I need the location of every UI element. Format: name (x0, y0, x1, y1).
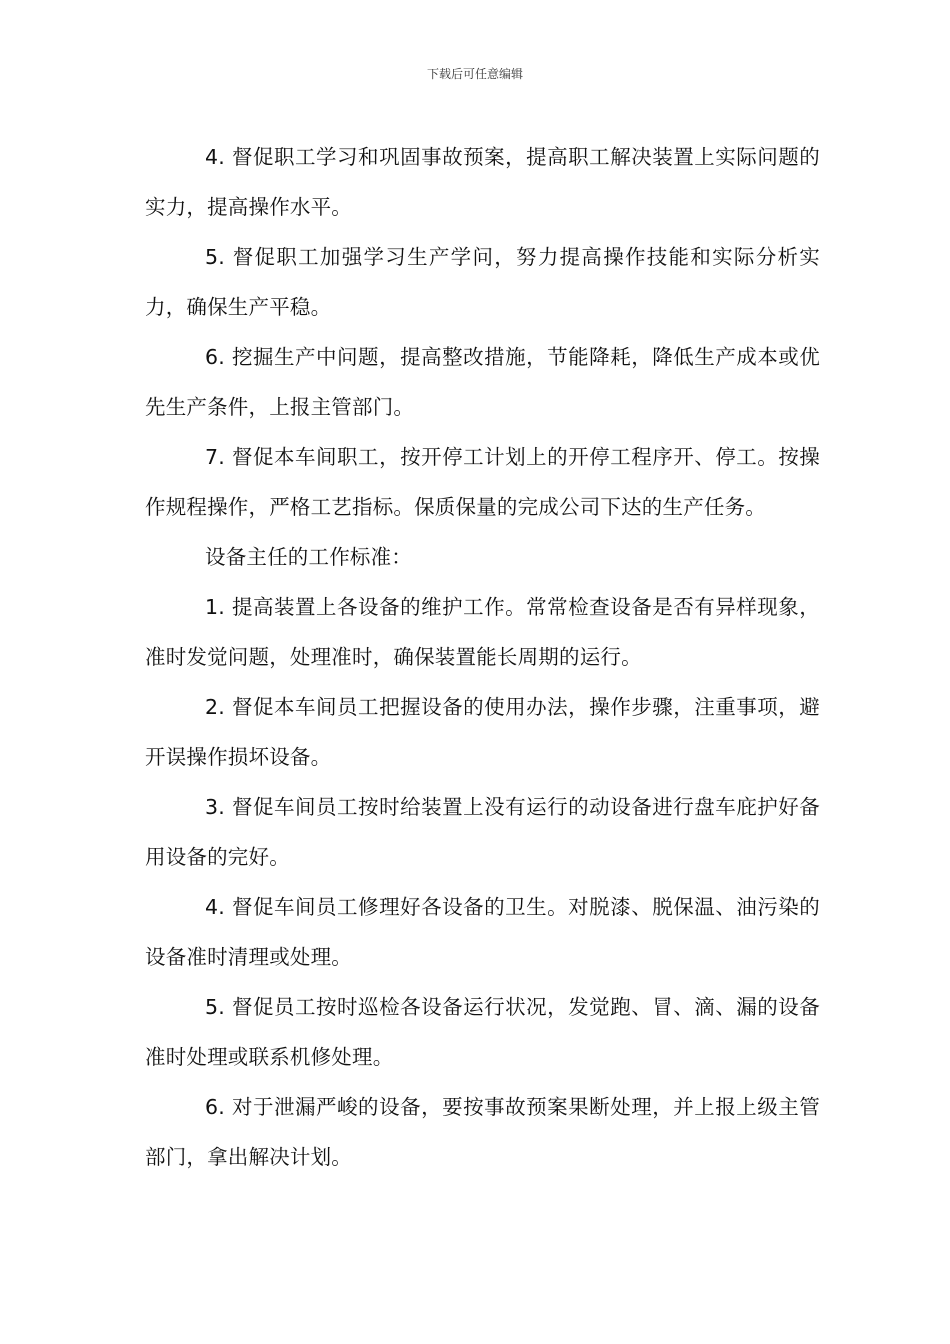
paragraph-equipment-6: 6. 对于泄漏严峻的设备，要按事故预案果断处理，并上报上级主管部门，拿出解决计划。 (145, 1095, 820, 1169)
paragraph-duty-6: 6. 挖掘生产中问题，提高整改措施，节能降耗，降低生产成本或优先生产条件，上报主管部门。 (145, 345, 820, 419)
paragraph-equipment-3: 3. 督促车间员工按时给装置上没有运行的动设备进行盘车庇护好备用设备的完好。 (145, 795, 820, 869)
paragraph-equipment-5: 5. 督促员工按时巡检各设备运行状况，发觉跑、冒、滴、漏的设备准时处理或联系机修处理。 (145, 995, 820, 1069)
paragraph-equipment-2: 2. 督促本车间员工把握设备的使用办法，操作步骤，注重事项，避开误操作损坏设备。 (145, 695, 820, 769)
paragraph-equipment-1: 1. 提高装置上各设备的维护工作。常常检查设备是否有异样现象，准时发觉问题，处理准时，确保装置能长周期的运行。 (145, 595, 820, 669)
paragraph-duty-4: 4. 督促职工学习和巩固事故预案，提高职工解决装置上实际问题的实力，提高操作水平。 (145, 145, 820, 219)
paragraph-duty-5: 5. 督促职工加强学习生产学问，努力提高操作技能和实际分析实力，确保生产平稳。 (145, 245, 820, 319)
paragraph-equipment-4: 4. 督促车间员工修理好各设备的卫生。对脱漆、脱保温、油污染的设备准时清理或处理。 (145, 895, 820, 969)
paragraph-duty-7: 7. 督促本车间职工，按开停工计划上的开停工程序开、停工。按操作规程操作，严格工艺指标。保质保量的完成公司下达的生产任务。 (145, 445, 820, 519)
section-heading-equipment-director: 设备主任的工作标准： (205, 545, 412, 569)
page-header: 下载后可任意编辑 (426, 67, 523, 81)
document-body (145, 132, 820, 1182)
